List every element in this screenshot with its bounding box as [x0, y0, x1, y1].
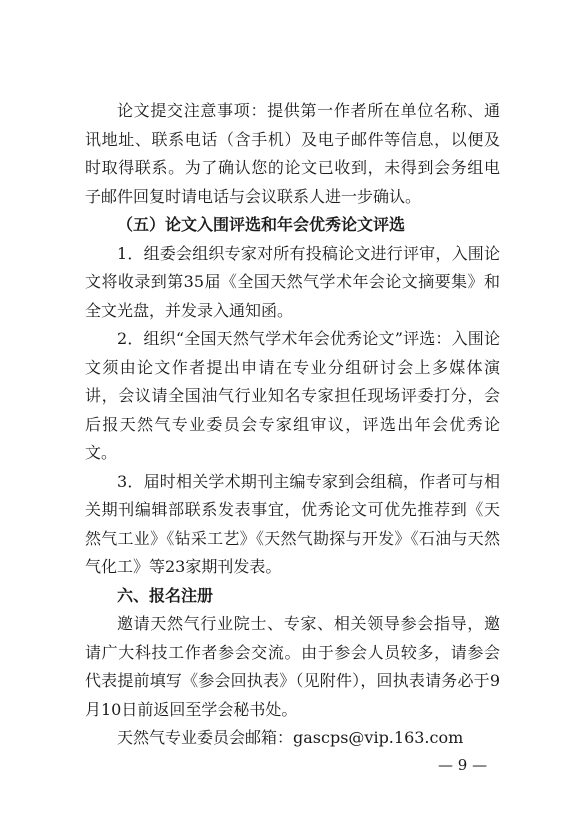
paragraph-item-1: 1．组委会组织专家对所有投稿论文进行评审，入围论文将收录到第35届《全国天然气学术年会论文摘要集》和全文光盘，并发录入通知函。 — [85, 243, 500, 320]
paragraph-email: 天然气专业委员会邮箱：gascps@vip.163.com — [117, 728, 464, 747]
paragraph-registration: 邀请天然气行业院士、专家、相关领导参会指导，邀请广大科技工作者参会交流。由于参会人员较多，请参会代表提前填写《参会回执表》（见附件），回执表请务必于9月10日前返回至学会秘书处。 — [85, 614, 500, 719]
document-body — [85, 97, 500, 753]
section-heading-registration: 六、报名注册 — [117, 585, 214, 605]
paragraph-submission-notes: 论文提交注意事项：提供第一作者所在单位名称、通讯地址、联系电话（含手机）及电子邮件等信息，以便及时取得联系。为了确认您的论文已收到，未得到会务组电子邮件回复时请电话与会议联系人进一步确认。 — [85, 101, 500, 206]
paragraph-item-3: 3．届时相关学术期刊主编专家到会组稿，作者可与相关期刊编辑部联系发表事宜，优秀论文可优先推荐到《天然气工业》《钻采工艺》《天然气勘探与开发》《石油与天然气化工》等23家期刊发表。 — [85, 471, 500, 576]
paragraph-item-2: 2．组织“全国天然气学术年会优秀论文”评选：入围论文须由论文作者提出申请在专业分组研讨会上多媒体演讲，会议请全国油气行业知名专家担任现场评委打分，会后报天然气专业委员会专家组审议，评选出年会优秀论文。 — [85, 329, 500, 462]
subheading-paper-selection: （五）论文入围评选和年会优秀论文评选 — [117, 215, 406, 234]
page-number: — 9 — — [438, 756, 488, 774]
